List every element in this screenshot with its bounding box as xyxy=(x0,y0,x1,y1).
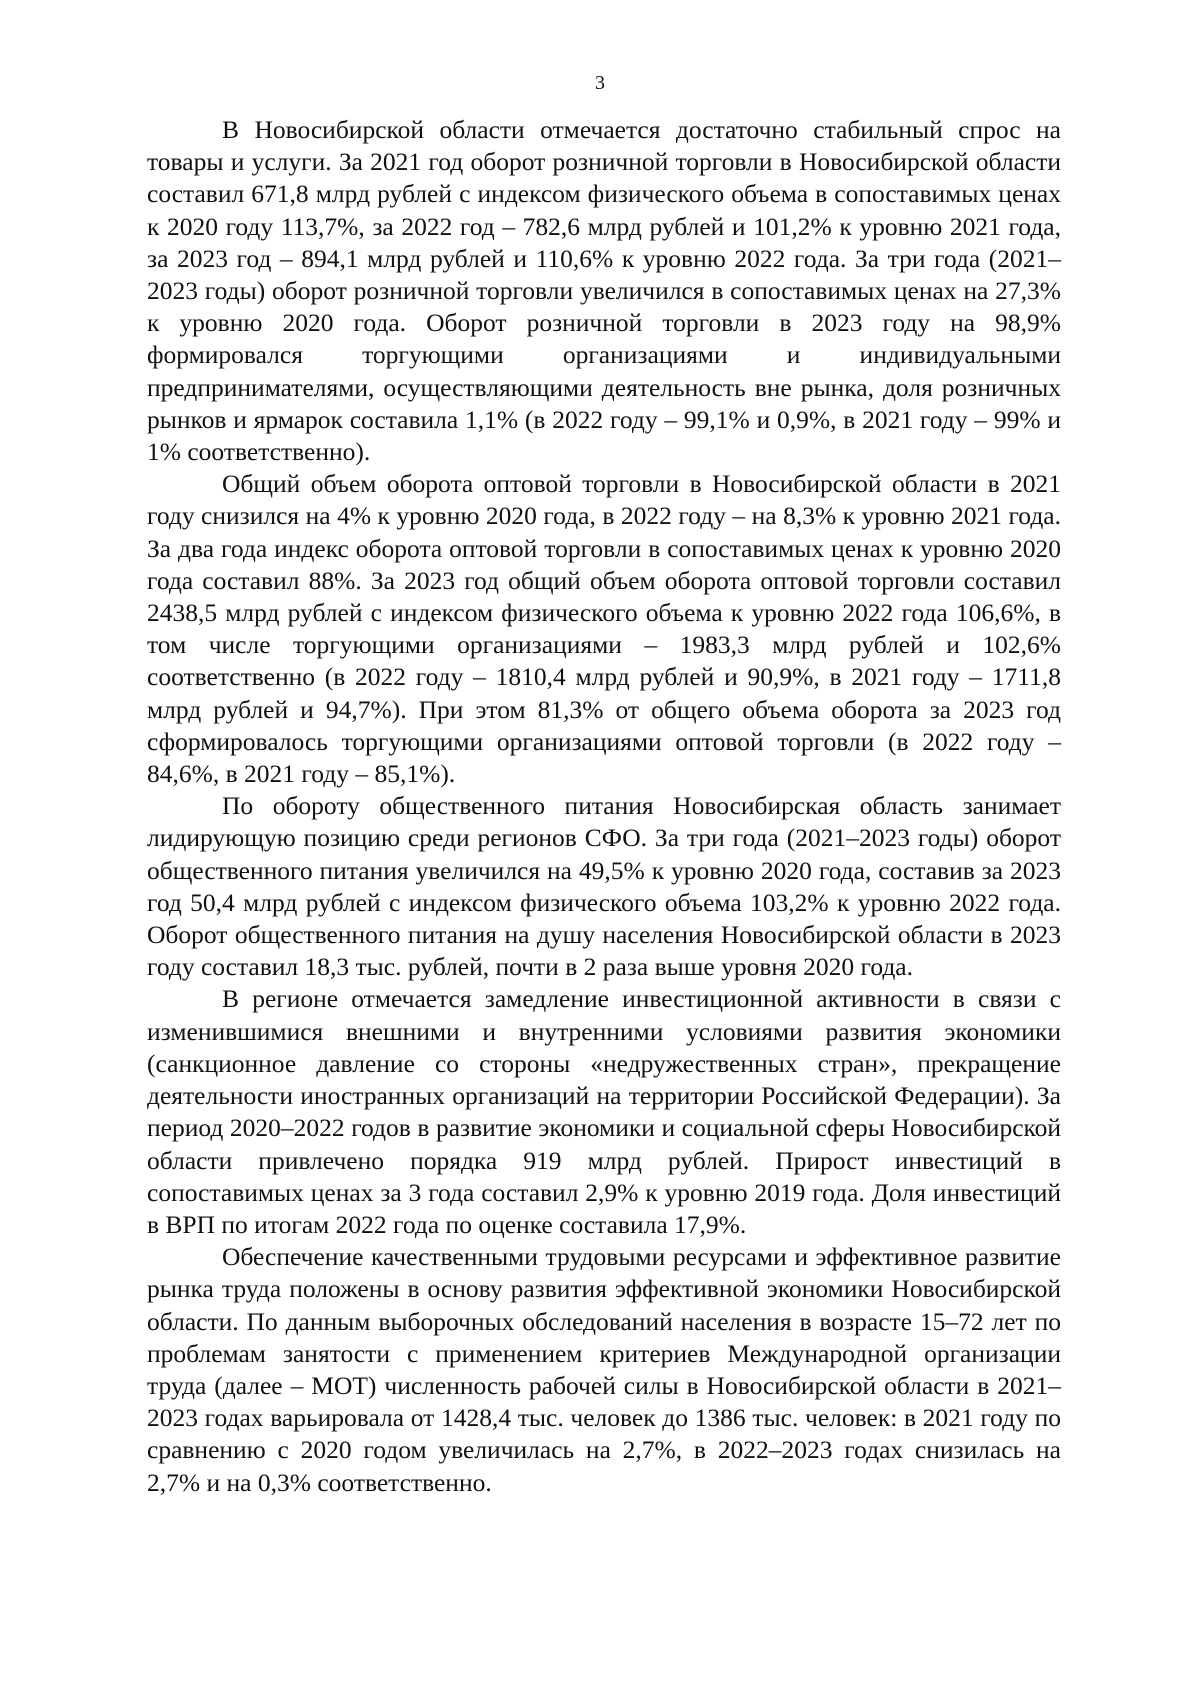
paragraph-labor-market: Обеспечение качественными трудовыми ресурсами и эффективное развитие рынка труда положены в основу развития эффективной экономики Новосибирской области. По данным выборочных обследований населения в возрасте 15–72 лет по проблемам занятости с применением критериев Международной организации труда (далее – МОТ) численность рабочей силы в Новосибирской области в 2021–2023 годах варьировала от 1428,4 тыс. человек до 1386 тыс. человек: в 2021 году по сравнению с 2020 годом увеличилась на 2,7%, в 2022–2023 годах снизилась на 2,7% и на 0,3% соответственно. xyxy=(147,1242,1061,1497)
paragraph-public-catering: По обороту общественного питания Новосибирская область занимает лидирующую позицию среди регионов СФО. За три года (2021–2023 годы) оборот общественного питания увеличился на 49,5% к уровню 2020 года, составив за 2023 год 50,4 млрд рублей с индексом физического объема 103,2% к уровню 2022 года. Оборот общественного питания на душу населения Новосибирской области в 2023 году составил 18,3 тыс. рублей, почти в 2 раза выше уровня 2020 года. xyxy=(147,791,1061,982)
page-number: 3 xyxy=(595,72,605,94)
paragraph-wholesale-trade: Общий объем оборота оптовой торговли в Новосибирской области в 2021 году снизился на 4% к уровню 2020 года, в 2022 году – на 8,3% к уровню 2021 года. За два года индекс оборота оптовой торговли в сопоставимых ценах к уровню 2020 года составил 88%. За 2023 год общий объем оборота оптовой торговли составил 2438,5 млрд рублей с индексом физического объема к уровню 2022 года 106,6%, в том числе торгующими организациями – 1983,3 млрд рублей и 102,6% соответственно (в 2022 году – 1810,4 млрд рублей и 90,9%, в 2021 году – 1711,8 млрд рублей и 94,7%). При этом 81,3% от общего объема оборота за 2023 год сформировалось торгующими организациями оптовой торговли (в 2022 году – 84,6%, в 2021 году – 85,1%). xyxy=(147,469,1061,789)
paragraph-investment: В регионе отмечается замедление инвестиционной активности в связи с изменившимися внешними и внутренними условиями развития экономики (санкционное давление со стороны «недружественных стран», прекращение деятельности иностранных организаций на территории Российской Федерации). За период 2020–2022 годов в развитие экономики и социальной сферы Новосибирской области привлечено порядка 919 млрд рублей. Прирост инвестиций в сопоставимых ценах за 3 года составил 2,9% к уровню 2019 года. Доля инвестиций в ВРП по итогам 2022 года по оценке составила 17,9%. xyxy=(147,984,1061,1239)
document-body xyxy=(147,114,1061,1499)
paragraph-retail-trade: В Новосибирской области отмечается достаточно стабильный спрос на товары и услуги. За 2021 год оборот розничной торговли в Новосибирской области составил 671,8 млрд рублей с индексом физического объема в сопоставимых ценах к 2020 году 113,7%, за 2022 год – 782,6 млрд рублей и 101,2% к уровню 2021 года, за 2023 год – 894,1 млрд рублей и 110,6% к уровню 2022 года. За три года (2021–2023 годы) оборот розничной торговли увеличился в сопоставимых ценах на 27,3% к уровню 2020 года. Оборот розничной торговли в 2023 году на 98,9% формировался торгующими организациями и индивидуальными предпринимателями, осуществляющими деятельность вне рынка, доля розничных рынков и ярмарок составила 1,1% (в 2022 году – 99,1% и 0,9%, в 2021 году – 99% и 1% соответственно). xyxy=(147,115,1061,467)
